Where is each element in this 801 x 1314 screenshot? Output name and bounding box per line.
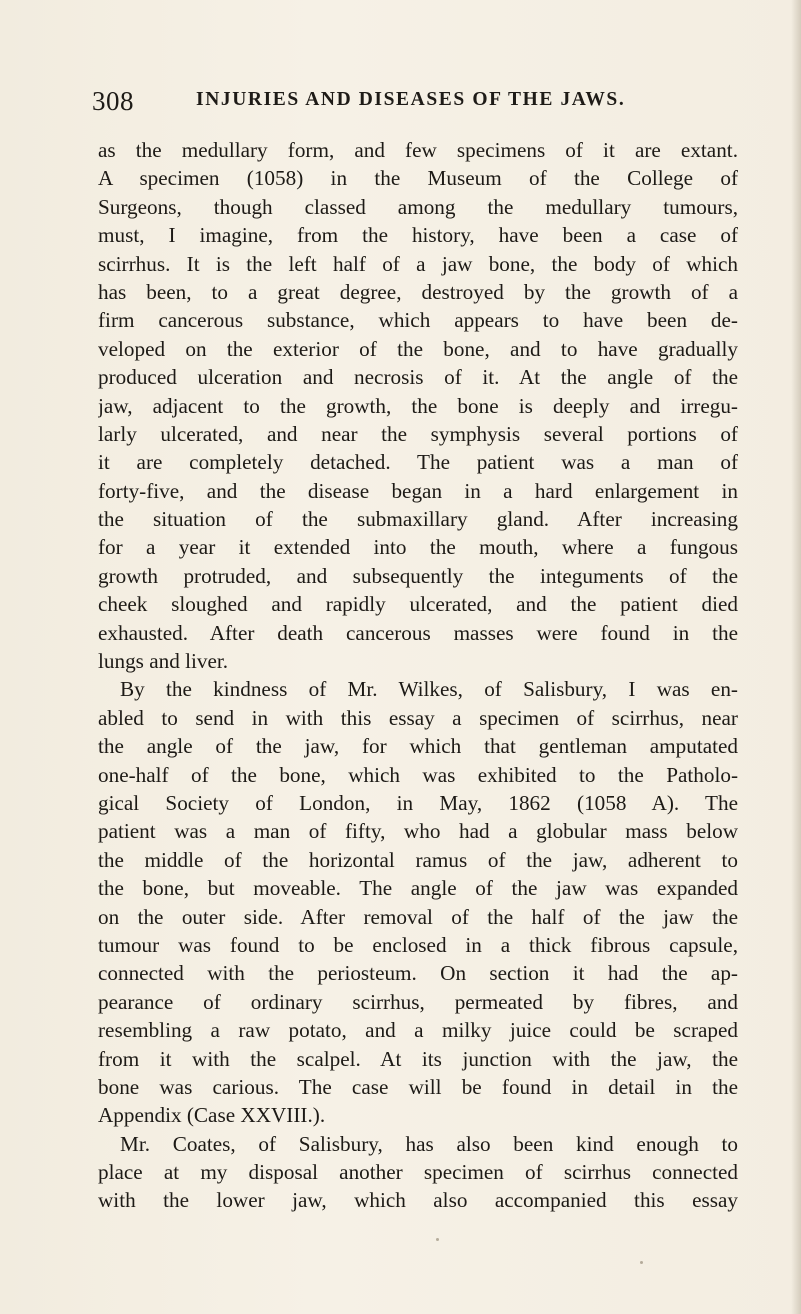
text-line: for a year it extended into the mouth, where a fungous (98, 535, 738, 560)
text-line: produced ulceration and necrosis of it. At the angle of the (98, 365, 738, 390)
text-line: By the kindness of Mr. Wilkes, of Salisbury, I was en- (120, 677, 738, 702)
text-line: Surgeons, though classed among the medullary tumours, (98, 194, 738, 219)
paper-speck (640, 1261, 643, 1264)
text-line: one-half of the bone, which was exhibited to the Patholo- (98, 762, 738, 787)
text-line: veloped on the exterior of the bone, and to have gradually (98, 336, 738, 361)
text-line: forty-five, and the disease began in a hard enlargement in (98, 478, 738, 503)
body-text (98, 136, 738, 1215)
page-edge-shadow (791, 0, 801, 1314)
text-line: as the medullary form, and few specimens of it are extant. (98, 138, 738, 162)
text-line: larly ulcerated, and near the symphysis several portions of (98, 421, 738, 446)
text-line: Appendix (Case XXVIII.). (98, 1103, 326, 1128)
text-line: exhausted. After death cancerous masses were found in the (98, 620, 738, 645)
text-line: the bone, but moveable. The angle of the jaw was expanded (98, 876, 738, 901)
text-line: patient was a man of fifty, who had a globular mass below (98, 819, 738, 844)
text-line: scirrhus. It is the left half of a jaw bone, the body of which (98, 251, 738, 276)
text-line: A specimen (1058) in the Museum of the College of (98, 166, 738, 191)
text-line: jaw, adjacent to the growth, the bone is deeply and irregu- (98, 393, 738, 418)
text-line: cheek sloughed and rapidly ulcerated, and the patient died (98, 592, 738, 617)
text-line: pearance of ordinary scirrhus, permeated by fibres, and (98, 989, 738, 1014)
text-line: resembling a raw potato, and a milky juice could be scraped (98, 1018, 738, 1043)
paper-speck (436, 1238, 439, 1241)
page-number: 308 (92, 86, 134, 116)
text-line: with the lower jaw, which also accompanied this essay (98, 1188, 738, 1213)
text-line: growth protruded, and subsequently the integuments of the (98, 563, 738, 588)
text-line: Mr. Coates, of Salisbury, has also been kind enough to (120, 1131, 738, 1156)
text-line: bone was carious. The case will be found in detail in the (98, 1074, 738, 1099)
text-line: lungs and liver. (98, 649, 229, 674)
text-line: the situation of the submaxillary gland. After increasing (98, 507, 738, 532)
text-line: gical Society of London, in May, 1862 (1058 A). The (98, 790, 738, 815)
text-line: the middle of the horizontal ramus of the jaw, adherent to (98, 847, 738, 872)
text-line: the angle of the jaw, for which that gentleman amputated (98, 734, 738, 759)
text-line: on the outer side. After removal of the half of the jaw the (98, 904, 738, 929)
text-line: has been, to a great degree, destroyed by the growth of a (98, 279, 738, 304)
text-line: firm cancerous substance, which appears to have been de- (98, 308, 738, 333)
running-title: INJURIES AND DISEASES OF THE JAWS. (196, 89, 626, 110)
text-line: from it with the scalpel. At its junction with the jaw, the (98, 1046, 738, 1071)
text-line: it are completely detached. The patient was a man of (98, 450, 738, 475)
text-line: tumour was found to be enclosed in a thick fibrous capsule, (98, 932, 738, 957)
text-line: connected with the periosteum. On section it had the ap- (98, 961, 738, 986)
text-line: must, I imagine, from the history, have been a case of (98, 223, 738, 248)
text-line: place at my disposal another specimen of scirrhus connected (98, 1160, 738, 1185)
text-line: abled to send in with this essay a specimen of scirrhus, near (98, 705, 738, 730)
page-header (92, 86, 742, 120)
